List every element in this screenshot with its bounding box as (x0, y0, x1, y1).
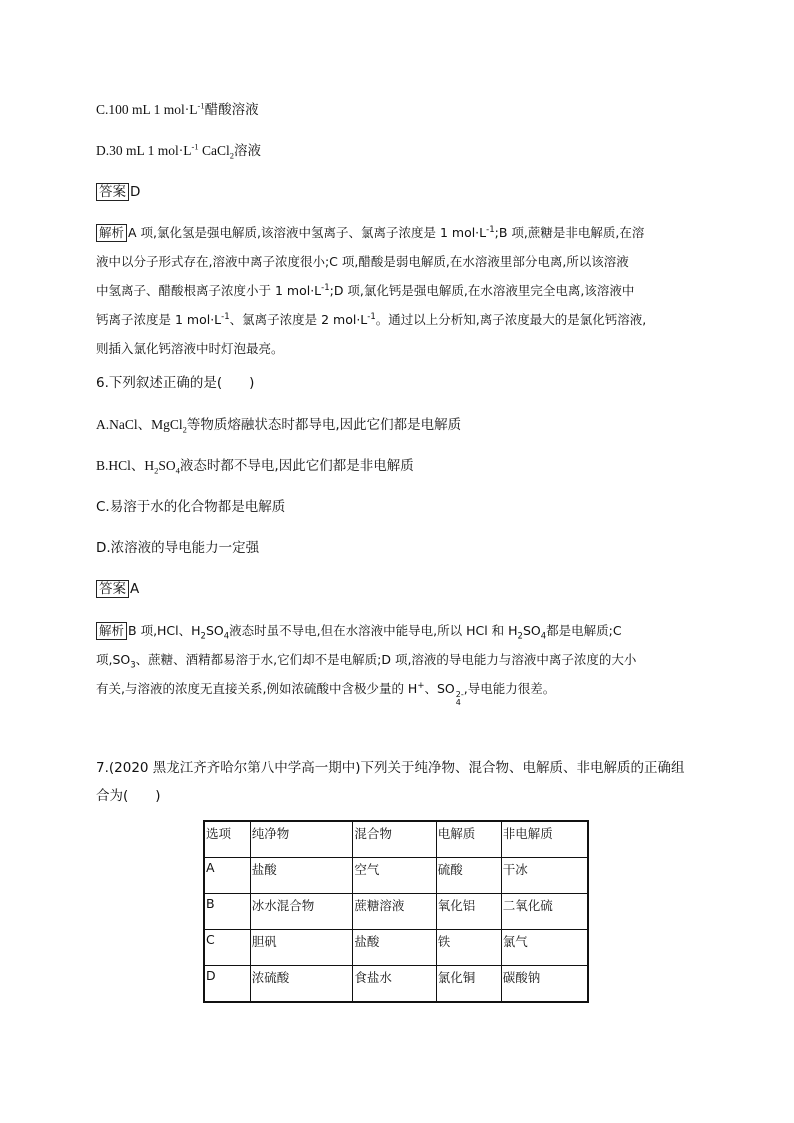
table-header-cell: 非电解质 (501, 821, 588, 858)
option-text: A.NaCl、MgCl (96, 417, 183, 432)
q6-stem (96, 373, 254, 393)
table-cell: 盐酸 (250, 858, 353, 894)
explanation-line (96, 218, 696, 247)
q7-stem-line2 (96, 786, 161, 806)
q7-stem-line1 (96, 758, 685, 778)
table-cell: 氯化铜 (436, 966, 501, 1003)
superscript: -1 (321, 282, 330, 293)
table-cell: 氯气 (501, 930, 588, 966)
explanation-text: SO (522, 623, 541, 638)
superscript: -1 (486, 224, 495, 235)
q6-explanation (96, 616, 696, 707)
option-text: CaCl (198, 143, 230, 158)
explanation-text: 、氯离子浓度是 2 mol·L (229, 312, 368, 327)
explanation-text: ,导电能力很差。 (463, 681, 556, 696)
table-cell: 碳酸钠 (501, 966, 588, 1003)
explanation-text: 则插入氯化钙溶液中时灯泡最亮。 (96, 341, 284, 356)
option-text: D.30 mL 1 mol·L (96, 143, 192, 158)
superscript: -1 (367, 311, 376, 322)
option-text: B.HCl、H (96, 458, 155, 473)
superscript: -1 (191, 141, 199, 152)
explanation-text: A 项,氯化氢是强电解质,该溶液中氢离子、氯离子浓度是 1 mol·L (128, 225, 487, 240)
table-cell: 铁 (436, 930, 501, 966)
explanation-line (96, 247, 696, 276)
explanation-text: ;D 项,氯化钙是强电解质,在水溶液里完全电离,该溶液中 (329, 283, 635, 298)
superscript: -1 (197, 100, 205, 111)
sulfate-index-stack (456, 691, 464, 707)
option-text: C.100 mL 1 mol·L (96, 102, 198, 117)
table-cell: 胆矾 (250, 930, 353, 966)
explanation-text: B 项,HCl、H (128, 623, 201, 638)
option-text: C.易溶于水的化合物都是电解质 (96, 499, 286, 515)
table-cell: 二氧化硫 (501, 894, 588, 930)
subscript: 4 (223, 631, 230, 642)
option-text: SO (158, 458, 176, 473)
q7-table (203, 820, 589, 1003)
q6-option-a (96, 415, 461, 435)
table-row (204, 930, 588, 966)
explanation-text: 、蔗糖、酒精都易溶于水,它们却不是电解质;D 项,溶液的导电能力与溶液中离子浓度的大小 (135, 652, 637, 667)
q6-option-d (96, 538, 259, 558)
superscript: -1 (221, 311, 230, 322)
explanation-line (96, 616, 696, 645)
table-cell: 氧化铝 (436, 894, 501, 930)
superscript: + (417, 680, 425, 691)
option-text: 醋酸溶液 (204, 102, 259, 118)
table-cell: 冰水混合物 (250, 894, 353, 930)
explanation-text: 液态时虽不导电,但在水溶液中能导电,所以 HCl 和 H (229, 623, 518, 638)
table-cell: 干冰 (501, 858, 588, 894)
explanation-line (96, 674, 696, 707)
explanation-line (96, 645, 696, 674)
table-cell: 空气 (353, 858, 436, 894)
subscript: 2 (182, 424, 187, 435)
explanation-text: 都是电解质;C (546, 623, 622, 638)
explanation-label: 解析 (96, 224, 127, 242)
explanation-text: 。通过以上分析知,离子浓度最大的是氯化钙溶液, (375, 312, 647, 327)
table-cell: 盐酸 (353, 930, 436, 966)
explanation-label: 解析 (96, 622, 127, 640)
explanation-text: 液中以分子形式存在,溶液中离子浓度很小;C 项,醋酸是弱电解质,在水溶液里部分电离,所以该溶液 (96, 254, 629, 269)
answer-label: 答案 (96, 183, 129, 201)
answer-label: 答案 (96, 580, 129, 598)
explanation-line (96, 276, 696, 305)
table-row (204, 858, 588, 894)
explanation-line (96, 305, 696, 334)
option-text: D.浓溶液的导电能力一定强 (96, 540, 260, 556)
subscript: 2 (200, 631, 206, 642)
table-row (204, 894, 588, 930)
table-header-row (204, 821, 588, 858)
superscript: 2- (455, 690, 464, 699)
table-row (204, 966, 588, 1003)
table-cell: 食盐水 (353, 966, 436, 1003)
explanation-text: SO (205, 623, 224, 638)
table-cell: 蔗糖溶液 (353, 894, 436, 930)
explanation-text: 中氢离子、醋酸根离子浓度小于 1 mol·L (96, 283, 322, 298)
table-header-cell: 选项 (204, 821, 250, 858)
question-stem: 6.下列叙述正确的是( ) (96, 375, 255, 391)
table-cell: C (204, 930, 250, 966)
subscript: 3 (130, 660, 136, 671)
answer-value: D (130, 184, 141, 200)
q6-answer (96, 579, 139, 599)
table-cell: A (204, 858, 250, 894)
explanation-text: 项,SO (96, 652, 131, 667)
explanation-text: ;B 项,蔗糖是非电解质,在溶 (494, 225, 645, 240)
question-stem: 合为( ) (96, 788, 161, 804)
option-text: 液态时都不导电,因此它们都是非电解质 (179, 458, 414, 474)
table-cell: 硫酸 (436, 858, 501, 894)
answer-value: A (130, 581, 140, 597)
subscript: 4 (540, 631, 547, 642)
explanation-text: 钙离子浓度是 1 mol·L (96, 312, 222, 327)
explanation-text: 有关,与溶液的浓度无直接关系,例如浓硫酸中含极少量的 H (96, 681, 418, 696)
q6-option-b (96, 456, 414, 476)
q5-option-c (96, 100, 259, 120)
explanation-text: 、SO (424, 681, 455, 696)
subscript: 2 (229, 150, 234, 161)
table-cell: B (204, 894, 250, 930)
table-header-cell: 电解质 (436, 821, 501, 858)
subscript: 2 (517, 631, 523, 642)
table-header-cell: 混合物 (353, 821, 436, 858)
q5-option-d (96, 141, 261, 161)
q5-explanation (96, 218, 696, 363)
question-stem: 7.(2020 黑龙江齐齐哈尔第八中学高一期中)下列关于纯净物、混合物、电解质、非电解质的正确组 (96, 760, 685, 776)
option-text: 等物质熔融状态时都导电,因此它们都是电解质 (186, 417, 462, 433)
table-cell: 浓硫酸 (250, 966, 353, 1003)
subscript: 4 (455, 698, 461, 707)
explanation-line (96, 334, 696, 363)
table-cell: D (204, 966, 250, 1003)
option-text: 溶液 (233, 143, 261, 159)
subscript: 4 (175, 465, 180, 476)
q6-option-c (96, 497, 285, 517)
subscript: 2 (154, 465, 159, 476)
table-header-cell: 纯净物 (250, 821, 353, 858)
q5-answer (96, 182, 140, 202)
